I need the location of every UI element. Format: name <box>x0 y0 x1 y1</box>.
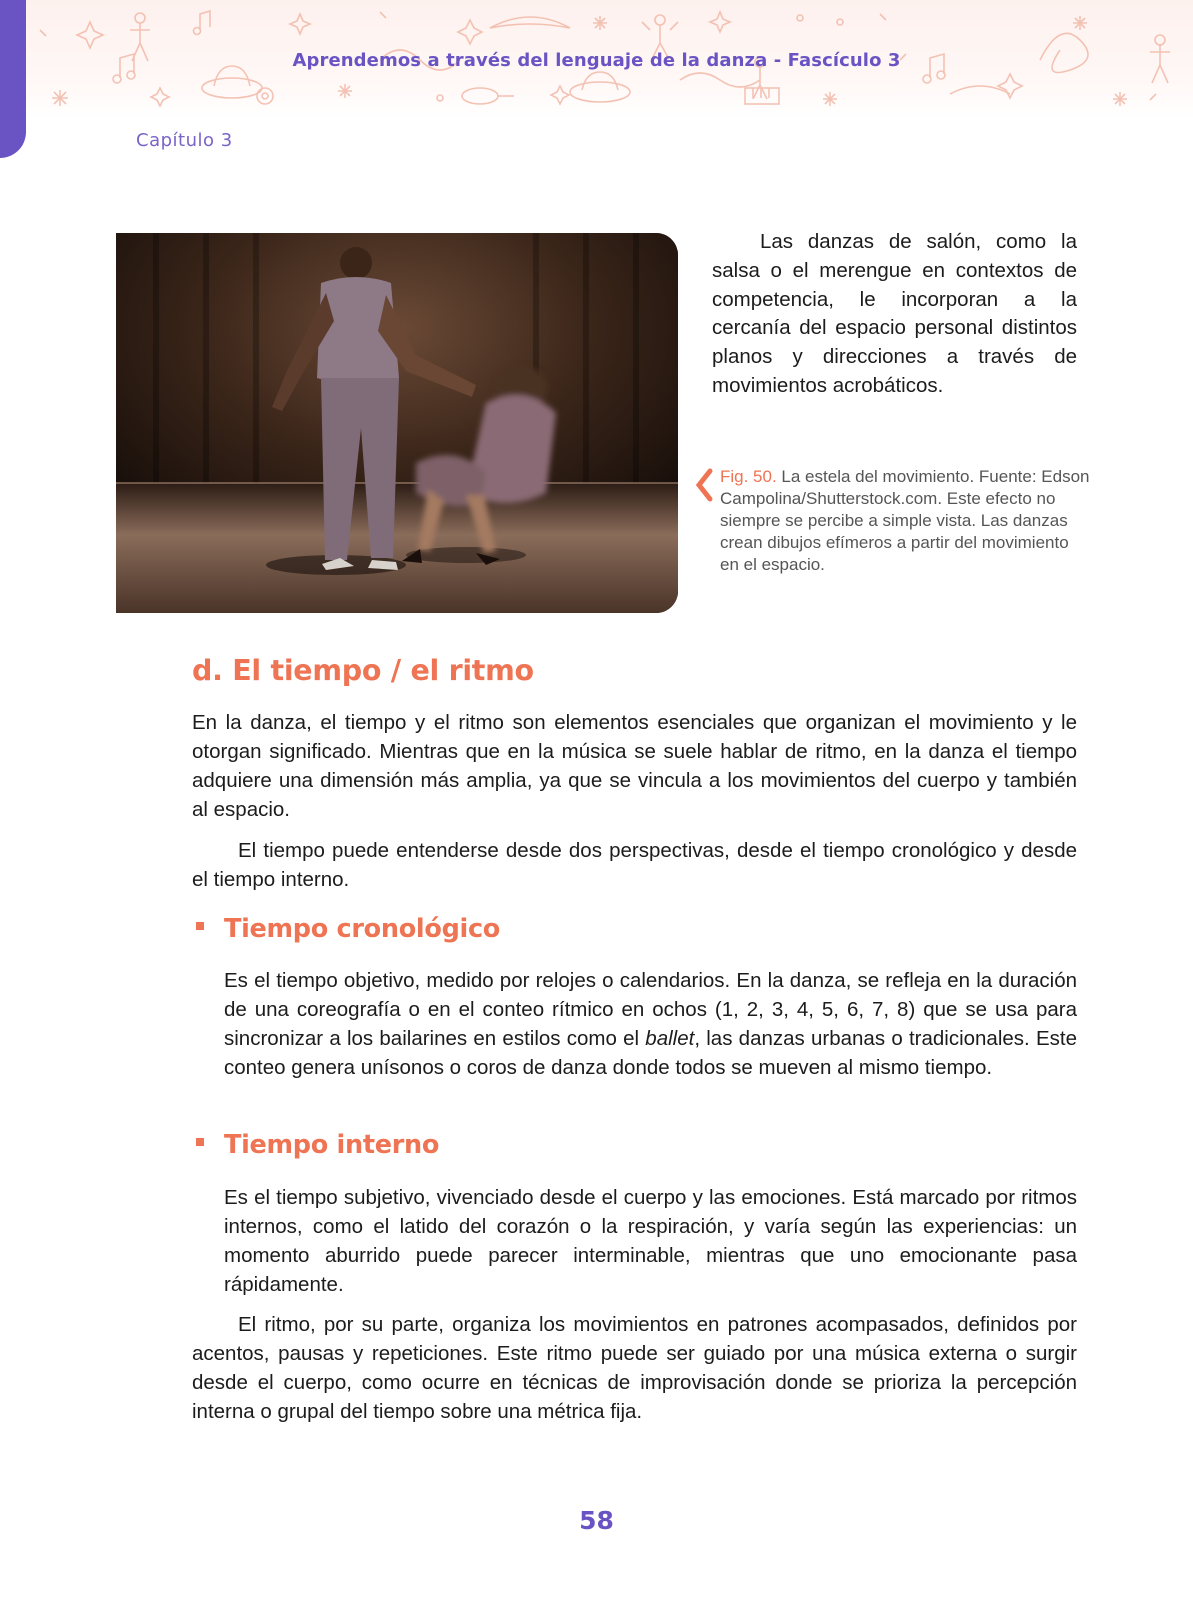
section-heading: d. El tiempo / el ritmo <box>192 654 534 687</box>
paragraph-ritmo: El ritmo, por su parte, organiza los movimientos en patrones acompasados, definidos por acentos, pausas y repeticiones. Este ritmo puede ser guiado por una música externa o surgir desde el cuerpo, como ocurre en técnicas de improvisación donde se prioriza la percepción interna o grupal del tiempo sobre una métrica fija. <box>192 1313 1077 1423</box>
subheading-tiempo-cronologico-label: Tiempo cronológico <box>224 914 501 944</box>
paragraph-intro: En la danza, el tiempo y el ritmo son elementos esenciales que organizan el movimiento y le otorgan significado. Mientras que en la música se suele hablar de ritmo, en la danza el tiempo adquiere una dimensión más amplia, ya que se vincula a los movimientos del cuerpo y también al espacio. <box>192 711 1077 821</box>
figure-intro-paragraph: Las danzas de salón, como la salsa o el merengue en contextos de competencia, le incorporan a la cercanía del espacio personal distintos planos y direcciones a través de movimientos acrobáticos. <box>712 230 1077 397</box>
dance-photo <box>116 233 678 613</box>
subheading-tiempo-cronologico <box>196 914 500 944</box>
cronologico-text-before: Es el tiempo objetivo, medido por relojes o calendarios. En la danza, se refleja en la duración de una coreografía o en el conteo rítmico en ochos (1, 2, 3, 4, 5, 6, 7, 8) que se usa para sincronizar a los bailarines en estilos como el <box>224 969 1077 1050</box>
chapter-label: Capítulo 3 <box>136 130 233 151</box>
page-number: 58 <box>579 1506 614 1535</box>
chapter-side-tab <box>0 0 26 158</box>
caption-chevron-icon <box>694 468 716 502</box>
paragraph-perspectives: El tiempo puede entenderse desde dos perspectivas, desde el tiempo cronológico y desde el tiempo interno. <box>192 839 1077 891</box>
paragraph-tiempo-interno: Es el tiempo subjetivo, vivenciado desde el cuerpo y las emociones. Está marcado por ritmos internos, como el latido del corazón o la respiración, y varía según las experiencias: un momento aburrido puede parecer interminable, mientras que uno emocionante pasa rápidamente. <box>224 1186 1077 1296</box>
paragraph-tiempo-cronologico <box>224 966 1077 1082</box>
cronologico-text-italic: ballet <box>645 1027 695 1050</box>
figure-caption <box>720 466 1090 576</box>
figure-caption-text: La estela del movimiento. Fuente: Edson Campolina/Shutterstock.com. Este efecto no siempre se percibe a simple vista. Las danzas crean dibujos efímeros a partir del movimiento en el espacio. <box>720 467 1090 574</box>
figure-caption-label: Fig. 50. <box>720 467 777 486</box>
cronologico-text-after: , las danzas urbanas o tradicionales. Este conteo genera unísonos o coros de danza donde todos se mueven al mismo tiempo. <box>224 1027 1077 1079</box>
subheading-tiempo-interno-label: Tiempo interno <box>224 1130 440 1160</box>
bullet-square-icon <box>196 1138 204 1146</box>
dancers-illustration <box>116 233 678 613</box>
bullet-square-icon <box>196 922 204 930</box>
header-title: Aprendemos a través del lenguaje de la danza - Fascículo 3 <box>292 50 901 71</box>
subheading-tiempo-interno <box>196 1130 439 1160</box>
